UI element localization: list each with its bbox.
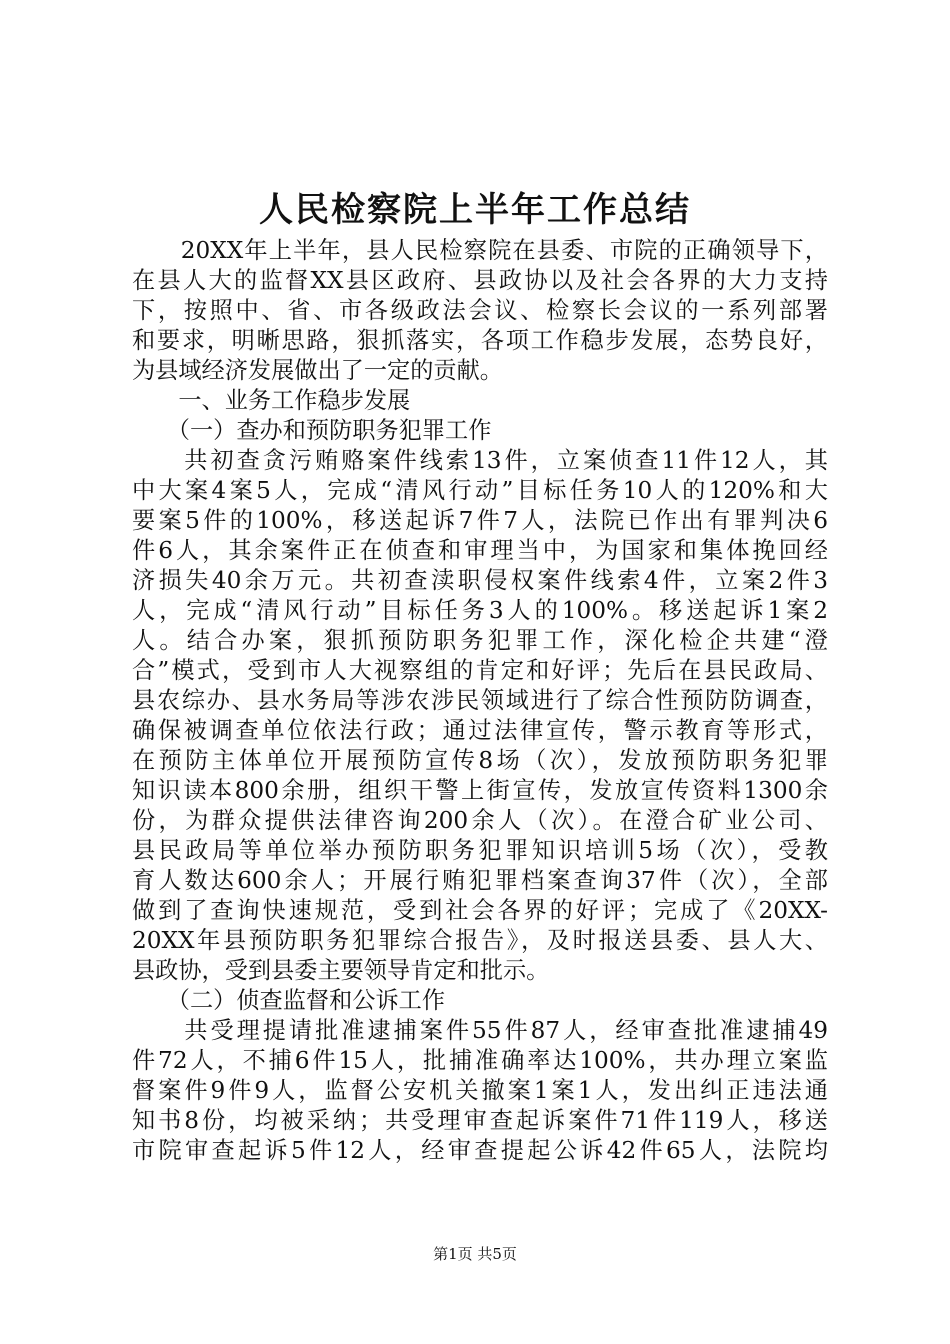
text-line: 在预防主体单位开展预防宣传8场（次），发放预防职务犯罪 (132, 747, 828, 774)
text-line: 和要求，明晰思路，狠抓落实，各项工作稳步发展，态势良好， (132, 327, 828, 354)
text-line: 县农综办、县水务局等涉农涉民领域进行了综合性预防防调查， (132, 687, 828, 714)
text-line: 件72人，不捕6件15人，批捕准确率达100%，共办理立案监 (132, 1047, 828, 1074)
text-line: 共初查贪污贿赂案件线索13件，立案侦查11件12人，其 (132, 447, 828, 474)
text-line: 一、业务工作稳步发展 (132, 387, 411, 414)
text-line: 济损失40余万元。共初查渎职侵权案件线索4件，立案2件3 (132, 567, 828, 594)
page-footer: 第1页 共5页 (433, 1245, 517, 1263)
text-line: 人。结合办案，狠抓预防职务犯罪工作，深化检企共建“澄 (132, 627, 828, 654)
text-line: 知书8份，均被采纳；共受理审查起诉案件71件119人，移送 (132, 1107, 828, 1134)
document-body (132, 236, 828, 1166)
text-line: 下，按照中、省、市各级政法会议、检察长会议的一系列部署 (132, 297, 828, 324)
text-line: 件6人，其余案件正在侦查和审理当中，为国家和集体挽回经 (132, 537, 828, 564)
text-line: （二）侦查监督和公诉工作 (132, 987, 446, 1014)
text-line: 确保被调查单位依法行政；通过法律宣传，警示教育等形式， (132, 717, 828, 744)
text-line: 市院审查起诉5件12人，经审查提起公诉42件65人，法院均 (132, 1137, 828, 1164)
text-line: 合”模式，受到市人大视察组的肯定和好评；先后在县民政局、 (132, 657, 828, 684)
text-line: 育人数达600余人；开展行贿犯罪档案查询37件（次），全部 (132, 867, 828, 894)
text-line: 20XX年县预防职务犯罪综合报告》，及时报送县委、县人大、 (132, 927, 828, 954)
text-line: 做到了查询快速规范，受到社会各界的好评；完成了《20XX- (132, 897, 828, 924)
text-line: 县政协，受到县委主要领导肯定和批示。 (132, 957, 550, 984)
text-line: 人，完成“清风行动”目标任务3人的100%。移送起诉1案2 (132, 597, 828, 624)
document-title: 人民检察院上半年工作总结 (259, 190, 691, 230)
text-line: 20XX年上半年，县人民检察院在县委、市院的正确领导下， (132, 237, 828, 264)
text-line: 份，为群众提供法律咨询200余人（次）。在澄合矿业公司、 (132, 807, 828, 834)
text-line: 中大案4案5人，完成“清风行动”目标任务10人的120%和大 (132, 477, 828, 504)
text-line: （一）查办和预防职务犯罪工作 (132, 417, 492, 444)
text-line: 在县人大的监督XX县区政府、县政协以及社会各界的大力支持 (132, 267, 828, 294)
text-line: 知识读本800余册，组织干警上街宣传，发放宣传资料1300余 (132, 777, 828, 804)
text-line: 为县域经济发展做出了一定的贡献。 (132, 357, 503, 384)
text-line: 县民政局等单位举办预防职务犯罪知识培训5场（次），受教 (132, 837, 828, 864)
text-line: 督案件9件9人，监督公安机关撤案1案1人，发出纠正违法通 (132, 1077, 828, 1104)
text-line: 共受理提请批准逮捕案件55件87人，经审查批准逮捕49 (132, 1017, 828, 1044)
text-line: 要案5件的100%，移送起诉7件7人，法院已作出有罪判决6 (132, 507, 828, 534)
